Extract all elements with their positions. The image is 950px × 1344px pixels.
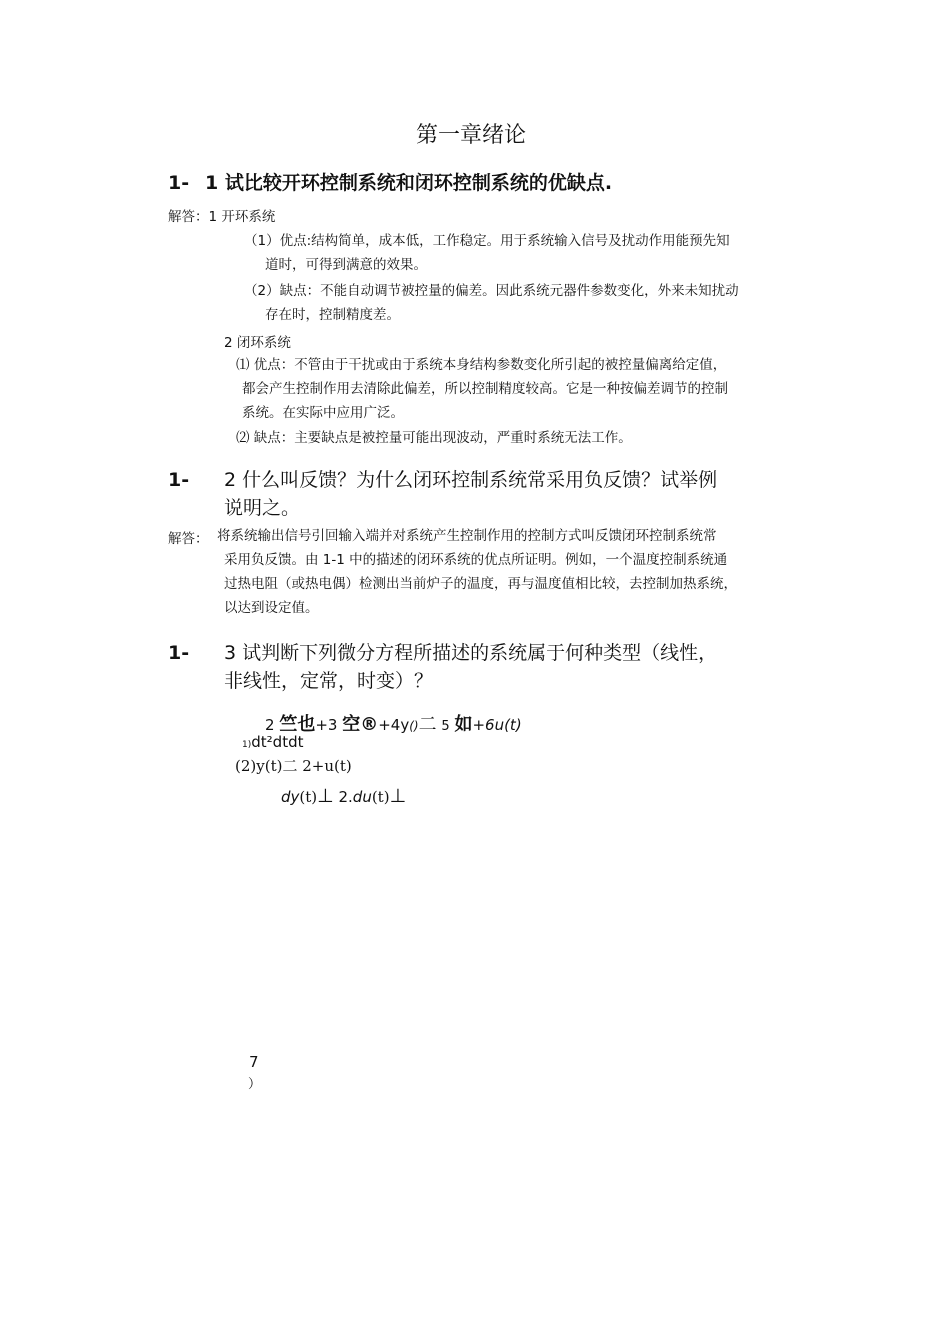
question-3-number: 1- — [168, 642, 190, 664]
q2-answer — [217, 524, 737, 620]
eq3-part: ⊥ — [389, 785, 407, 807]
q2-answer-label: 解答： — [168, 531, 209, 547]
eq1-part: 竺也 — [279, 714, 316, 735]
q2-answer-line-1: 将系统输出信号引回输入端并对系统产生控制作用的控制方式叫反馈闭环控制系统常 — [217, 528, 717, 544]
open-dis-line-1: （2）缺点：不能自动调节被控量的偏差。因此系统元器件参数变化，外来未知扰动 — [244, 283, 739, 299]
eq1-part: +3 — [315, 716, 338, 734]
q2-line-2: 说明之。 — [224, 497, 301, 519]
open-loop-heading: 1 开环系统 — [208, 209, 276, 225]
question-3-text — [224, 639, 717, 695]
eq1-sub-text: dt²dtdt — [251, 733, 304, 751]
eq3-part: du — [352, 788, 372, 806]
question-2-number: 1- — [168, 469, 190, 491]
question-2-text — [224, 466, 717, 522]
q2-answer-line-3: 过热电阻（或热电偶）检测出当前炉子的温度，再与温度值相比较，去控制加热系统， — [224, 576, 737, 592]
open-dis-line-2: 存在时，控制精度差。 — [265, 307, 400, 323]
closed-adv-line-1: ⑴ 优点：不管由于干扰或由于系统本身结构参数变化所引起的被控量偏离给定值， — [236, 357, 727, 373]
q3-line-2: 非线性，定常，时变）？ — [224, 670, 434, 692]
equation-1-denominators — [242, 732, 303, 751]
eq3-part: (t) — [299, 788, 318, 806]
closed-loop-heading: 2 闭环系统 — [224, 335, 291, 351]
answer-label: 解答： — [168, 209, 209, 225]
eq1-part: 2 — [265, 716, 275, 734]
equation-1 — [265, 713, 522, 739]
closed-adv-line-3: 系统。在实际中应用广泛。 — [242, 405, 404, 421]
eq1-part: 二 — [418, 714, 437, 735]
eq1-part: +4y — [378, 716, 410, 734]
closed-loop-disadvantage: ⑵ 缺点：主要缺点是被控量可能出现波动，严重时系统无法工作。 — [236, 430, 632, 446]
q3-line-1: 3 试判断下列微分方程所描述的系统属于何种类型（线性， — [224, 642, 718, 664]
eq1-part: 空® — [342, 714, 379, 735]
open-adv-line-2: 道时，可得到满意的效果。 — [265, 257, 427, 273]
eq1-part: 5 — [441, 719, 450, 734]
eq3-part: 2. — [338, 788, 353, 806]
equation-3 — [281, 785, 406, 807]
footer-number: 7 — [249, 1053, 259, 1071]
eq1-part: u(t) — [494, 716, 522, 734]
question-1-text: 1 试比较开环控制系统和闭环控制系统的优缺点. — [205, 172, 613, 194]
eq1-part: 如 — [454, 714, 473, 735]
open-loop-advantage — [244, 229, 730, 277]
q2-answer-line-2: 采用负反馈。由 1-1 中的描述的闭环系统的优点所证明。例如，一个温度控制系统通 — [224, 552, 728, 568]
q2-line-1: 2 什么叫反馈？为什么闭环控制系统常采用负反馈？试举例 — [224, 469, 718, 491]
footer-paren: ） — [248, 1077, 262, 1092]
eq3-part: (t) — [371, 788, 390, 806]
eq3-part: ⊥ — [317, 785, 334, 807]
q2-answer-line-4: 以达到设定值。 — [224, 600, 319, 616]
page-title: 第一章绪论 — [416, 123, 527, 148]
equation-2: (2)y(t)二 2+u(t) — [235, 757, 352, 775]
open-loop-disadvantage — [244, 279, 739, 327]
open-adv-line-1: （1）优点:结构简单，成本低，工作稳定。用于系统输入信号及扰动作用能预先知 — [244, 233, 730, 249]
q1-answer-label — [168, 205, 275, 225]
closed-loop-advantage — [236, 353, 728, 425]
eq1-sub-number: 1) — [242, 740, 252, 750]
closed-adv-line-2: 都会产生控制作用去清除此偏差，所以控制精度较高。它是一种按偏差调节的控制 — [242, 381, 728, 397]
eq1-part: () — [409, 719, 419, 733]
question-1-number: 1- — [168, 172, 190, 194]
eq1-part: +6 — [472, 716, 495, 734]
eq3-part: dy — [281, 788, 300, 806]
